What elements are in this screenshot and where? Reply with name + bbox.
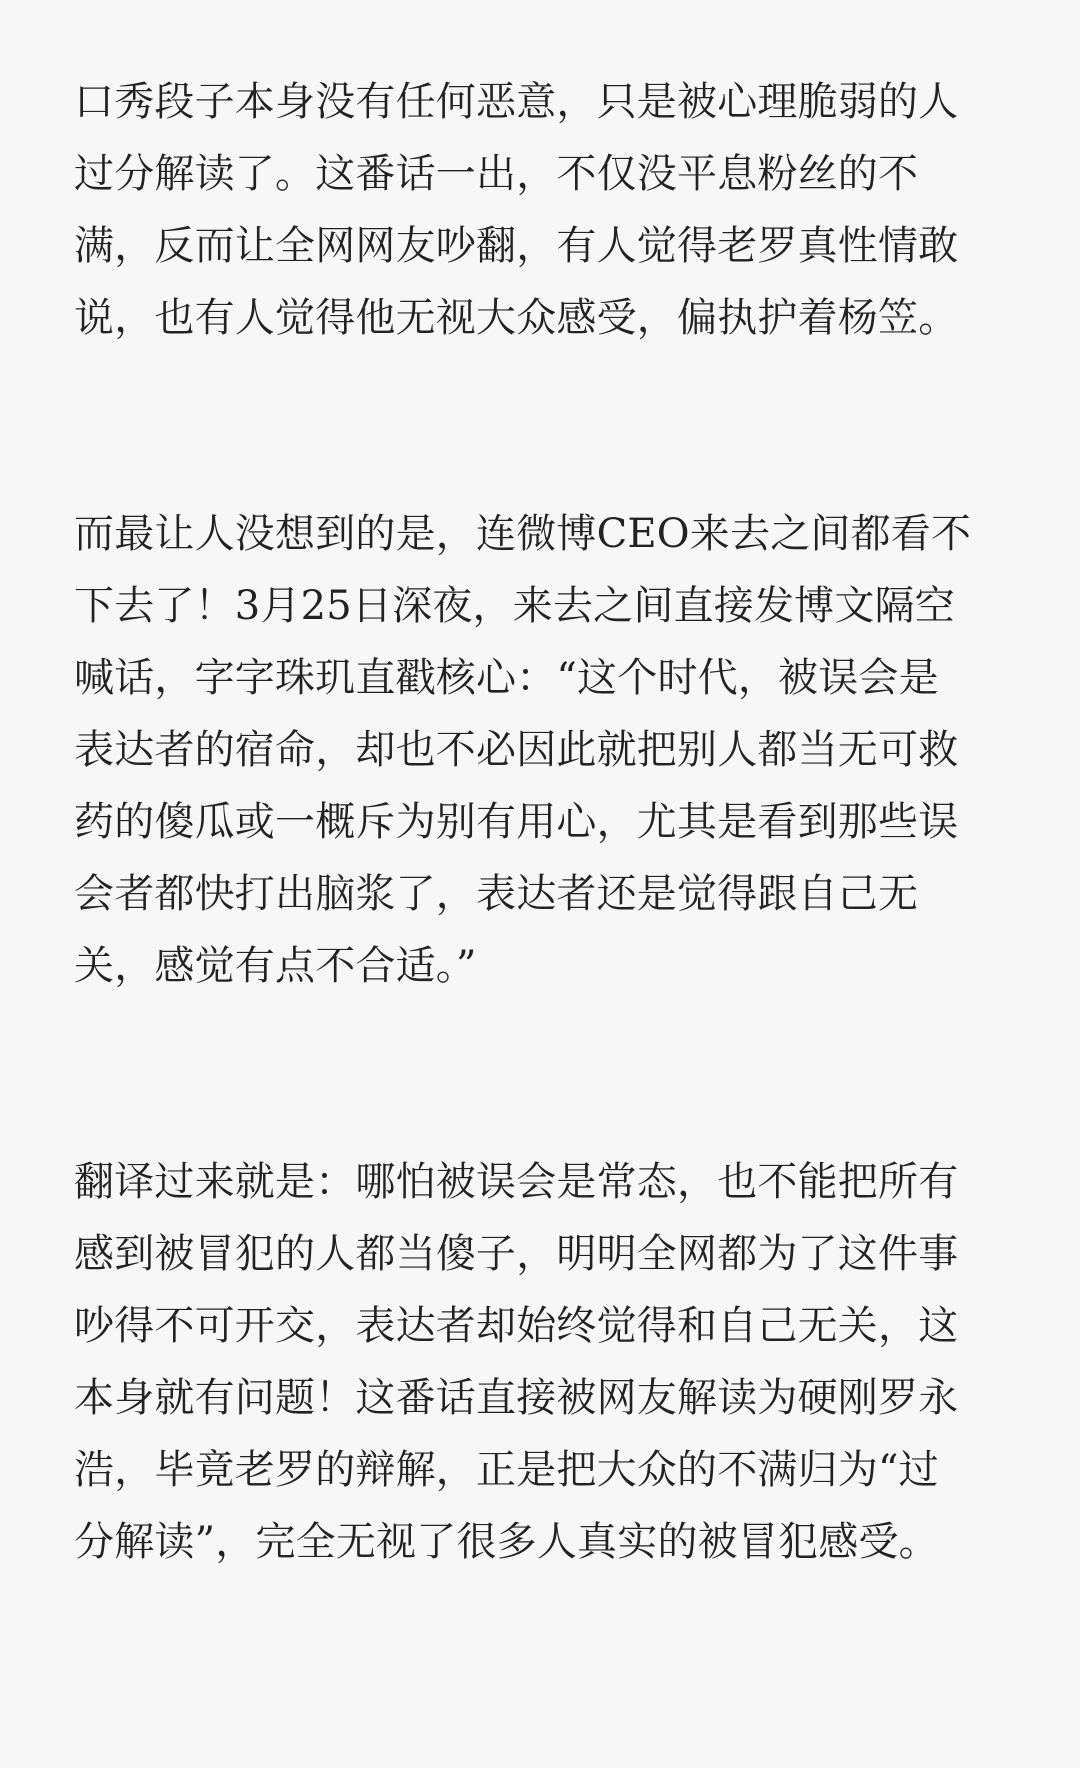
paragraph-line: 感到被冒犯的人都当傻子，明明全网都为了这件事 (74, 1231, 959, 1277)
paragraph-line: 药的傻瓜或一概斥为别有用心，尤其是看到那些误 (74, 799, 959, 845)
paragraph-line: 过分解读了。这番话一出，不仅没平息粉丝的不 (74, 151, 919, 197)
paragraph-line: 会者都快打出脑浆了，表达者还是觉得跟自己无 (74, 871, 919, 917)
paragraph-line: 喊话，字字珠玑直戳核心：“这个时代，被误会是 (74, 655, 939, 701)
paragraph-line: 关，感觉有点不合适。” (74, 943, 477, 989)
paragraph-2 (74, 498, 1004, 1002)
paragraph-line: 分解读”，完全无视了很多人真实的被冒犯感受。 (74, 1519, 939, 1565)
paragraph-line: 口秀段子本身没有任何恶意，只是被心理脆弱的人 (74, 79, 959, 125)
paragraph-line: 满，反而让全网网友吵翻，有人觉得老罗真性情敢 (74, 223, 959, 269)
paragraph-line: 说，也有人觉得他无视大众感受，偏执护着杨笠。 (74, 295, 959, 341)
paragraph-line: 而最让人没想到的是，连微博CEO来去之间都看不 (74, 511, 972, 557)
paragraph-line: 下去了！3月25日深夜，来去之间直接发博文隔空 (74, 583, 955, 629)
paragraph-1 (74, 66, 1004, 354)
paragraph-line: 表达者的宿命，却也不必因此就把别人都当无可救 (74, 727, 959, 773)
paragraph-spacer (74, 1002, 1004, 1146)
paragraph-line: 浩，毕竟老罗的辩解，正是把大众的不满归为“过 (74, 1447, 939, 1493)
paragraph-spacer (74, 354, 1004, 498)
article-body (74, 66, 1004, 1578)
paragraph-line: 吵得不可开交，表达者却始终觉得和自己无关，这 (74, 1303, 959, 1349)
paragraph-3 (74, 1146, 1004, 1578)
paragraph-line: 翻译过来就是：哪怕被误会是常态，也不能把所有 (74, 1159, 959, 1205)
paragraph-line: 本身就有问题！这番话直接被网友解读为硬刚罗永 (74, 1375, 959, 1421)
